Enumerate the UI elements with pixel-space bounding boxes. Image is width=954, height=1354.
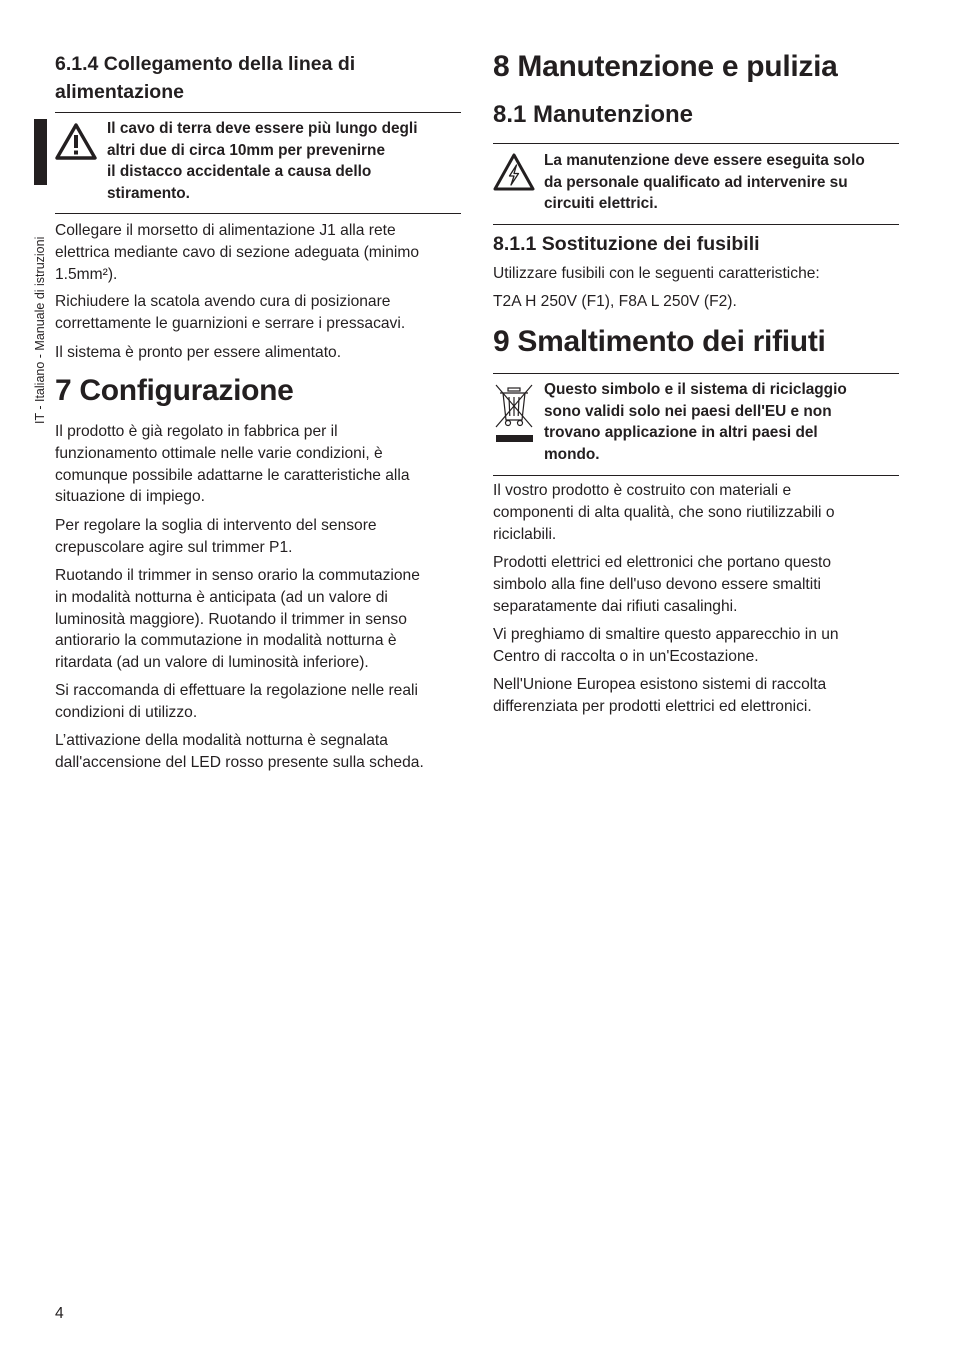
heading-6-1-4: 6.1.4 Collegamento della linea di alimentazione	[55, 53, 356, 103]
heading-8: 8 Manutenzione e pulizia	[493, 50, 838, 83]
divider	[493, 475, 899, 476]
paragraph: Richiudere la scatola avendo cura di posizionare correttamente le guarnizioni e serrare i pressacavi.	[55, 293, 406, 332]
paragraph: Utilizzare fusibili con le seguenti caratteristiche:	[493, 265, 820, 282]
paragraph: Per regolare la soglia di intervento del sensore crepuscolare agire sul trimmer P1.	[55, 517, 377, 556]
warning-text: La manutenzione deve essere eseguita solo da personale qualificato ad intervenire su circuiti elettrici.	[544, 152, 865, 213]
paragraph: Vi preghiamo di smaltire questo apparecchio in un Centro di raccolta o in un'Ecostazione.	[493, 626, 839, 665]
divider	[493, 224, 899, 225]
side-label: IT - Italiano - Manuale di istruzioni	[33, 236, 47, 424]
heading-7: 7 Configurazione	[55, 374, 294, 407]
paragraph: Il prodotto è già regolato in fabbrica per il funzionamento ottimale nelle varie condizioni, è comunque possibile adattarne le caratteristiche alla situazione di impiego.	[55, 423, 410, 506]
heading-8-1: 8.1 Manutenzione	[493, 101, 694, 128]
paragraph: Il vostro prodotto è costruito con materiali e componenti di alta qualità, che sono riutilizzabili o riciclabili.	[493, 482, 835, 543]
warning-text: Il cavo di terra deve essere più lungo degli altri due di circa 10mm per prevenirne il distacco accidentale a causa dello stiramento.	[107, 120, 418, 202]
divider	[55, 112, 461, 113]
paragraph: Ruotando il trimmer in senso orario la commutazione in modalità notturna è anticipata (ad un valore di luminosità maggiore). Ruotando il trimmer in senso antiorario la commutazione in modalità notturna è ritardata (ad un valore di luminosità inferiore).	[55, 567, 420, 672]
section-tab-marker	[34, 119, 47, 185]
paragraph: Nell'Unione Europea esistono sistemi di raccolta differenziata per prodotti elettrici ed elettronici.	[493, 676, 827, 715]
page-number: 4	[55, 1305, 64, 1322]
electric-hazard-icon	[493, 153, 535, 191]
paragraph: L’attivazione della modalità notturna è segnalata dall'accensione del LED rosso presente sulla scheda.	[55, 732, 424, 771]
paragraph: Si raccomanda di effettuare la regolazione nelle reali condizioni di utilizzo.	[55, 682, 418, 721]
heading-8-1-1: 8.1.1 Sostituzione dei fusibili	[493, 233, 760, 255]
divider	[493, 143, 899, 144]
divider	[55, 213, 461, 214]
paragraph: Il sistema è pronto per essere alimentato.	[55, 344, 342, 361]
paragraph: T2A H 250V (F1), F8A L 250V (F2).	[493, 293, 737, 310]
divider	[493, 373, 899, 374]
paragraph: Prodotti elettrici ed elettronici che portano questo simbolo alla fine dell'uso devono essere smaltiti separatamente dai rifiuti casalinghi.	[493, 554, 832, 615]
weee-bin-icon	[493, 383, 535, 445]
heading-9: 9 Smaltimento dei rifiuti	[493, 325, 826, 358]
warning-icon	[55, 123, 97, 160]
paragraph: Collegare il morsetto di alimentazione J1 alla rete elettrica mediante cavo di sezione adeguata (minimo 1.5mm²).	[55, 222, 420, 283]
weee-notice-text: Questo simbolo e il sistema di riciclaggio sono validi solo nei paesi dell'EU e non trovano applicazione in altri paesi del mondo.	[544, 381, 847, 463]
